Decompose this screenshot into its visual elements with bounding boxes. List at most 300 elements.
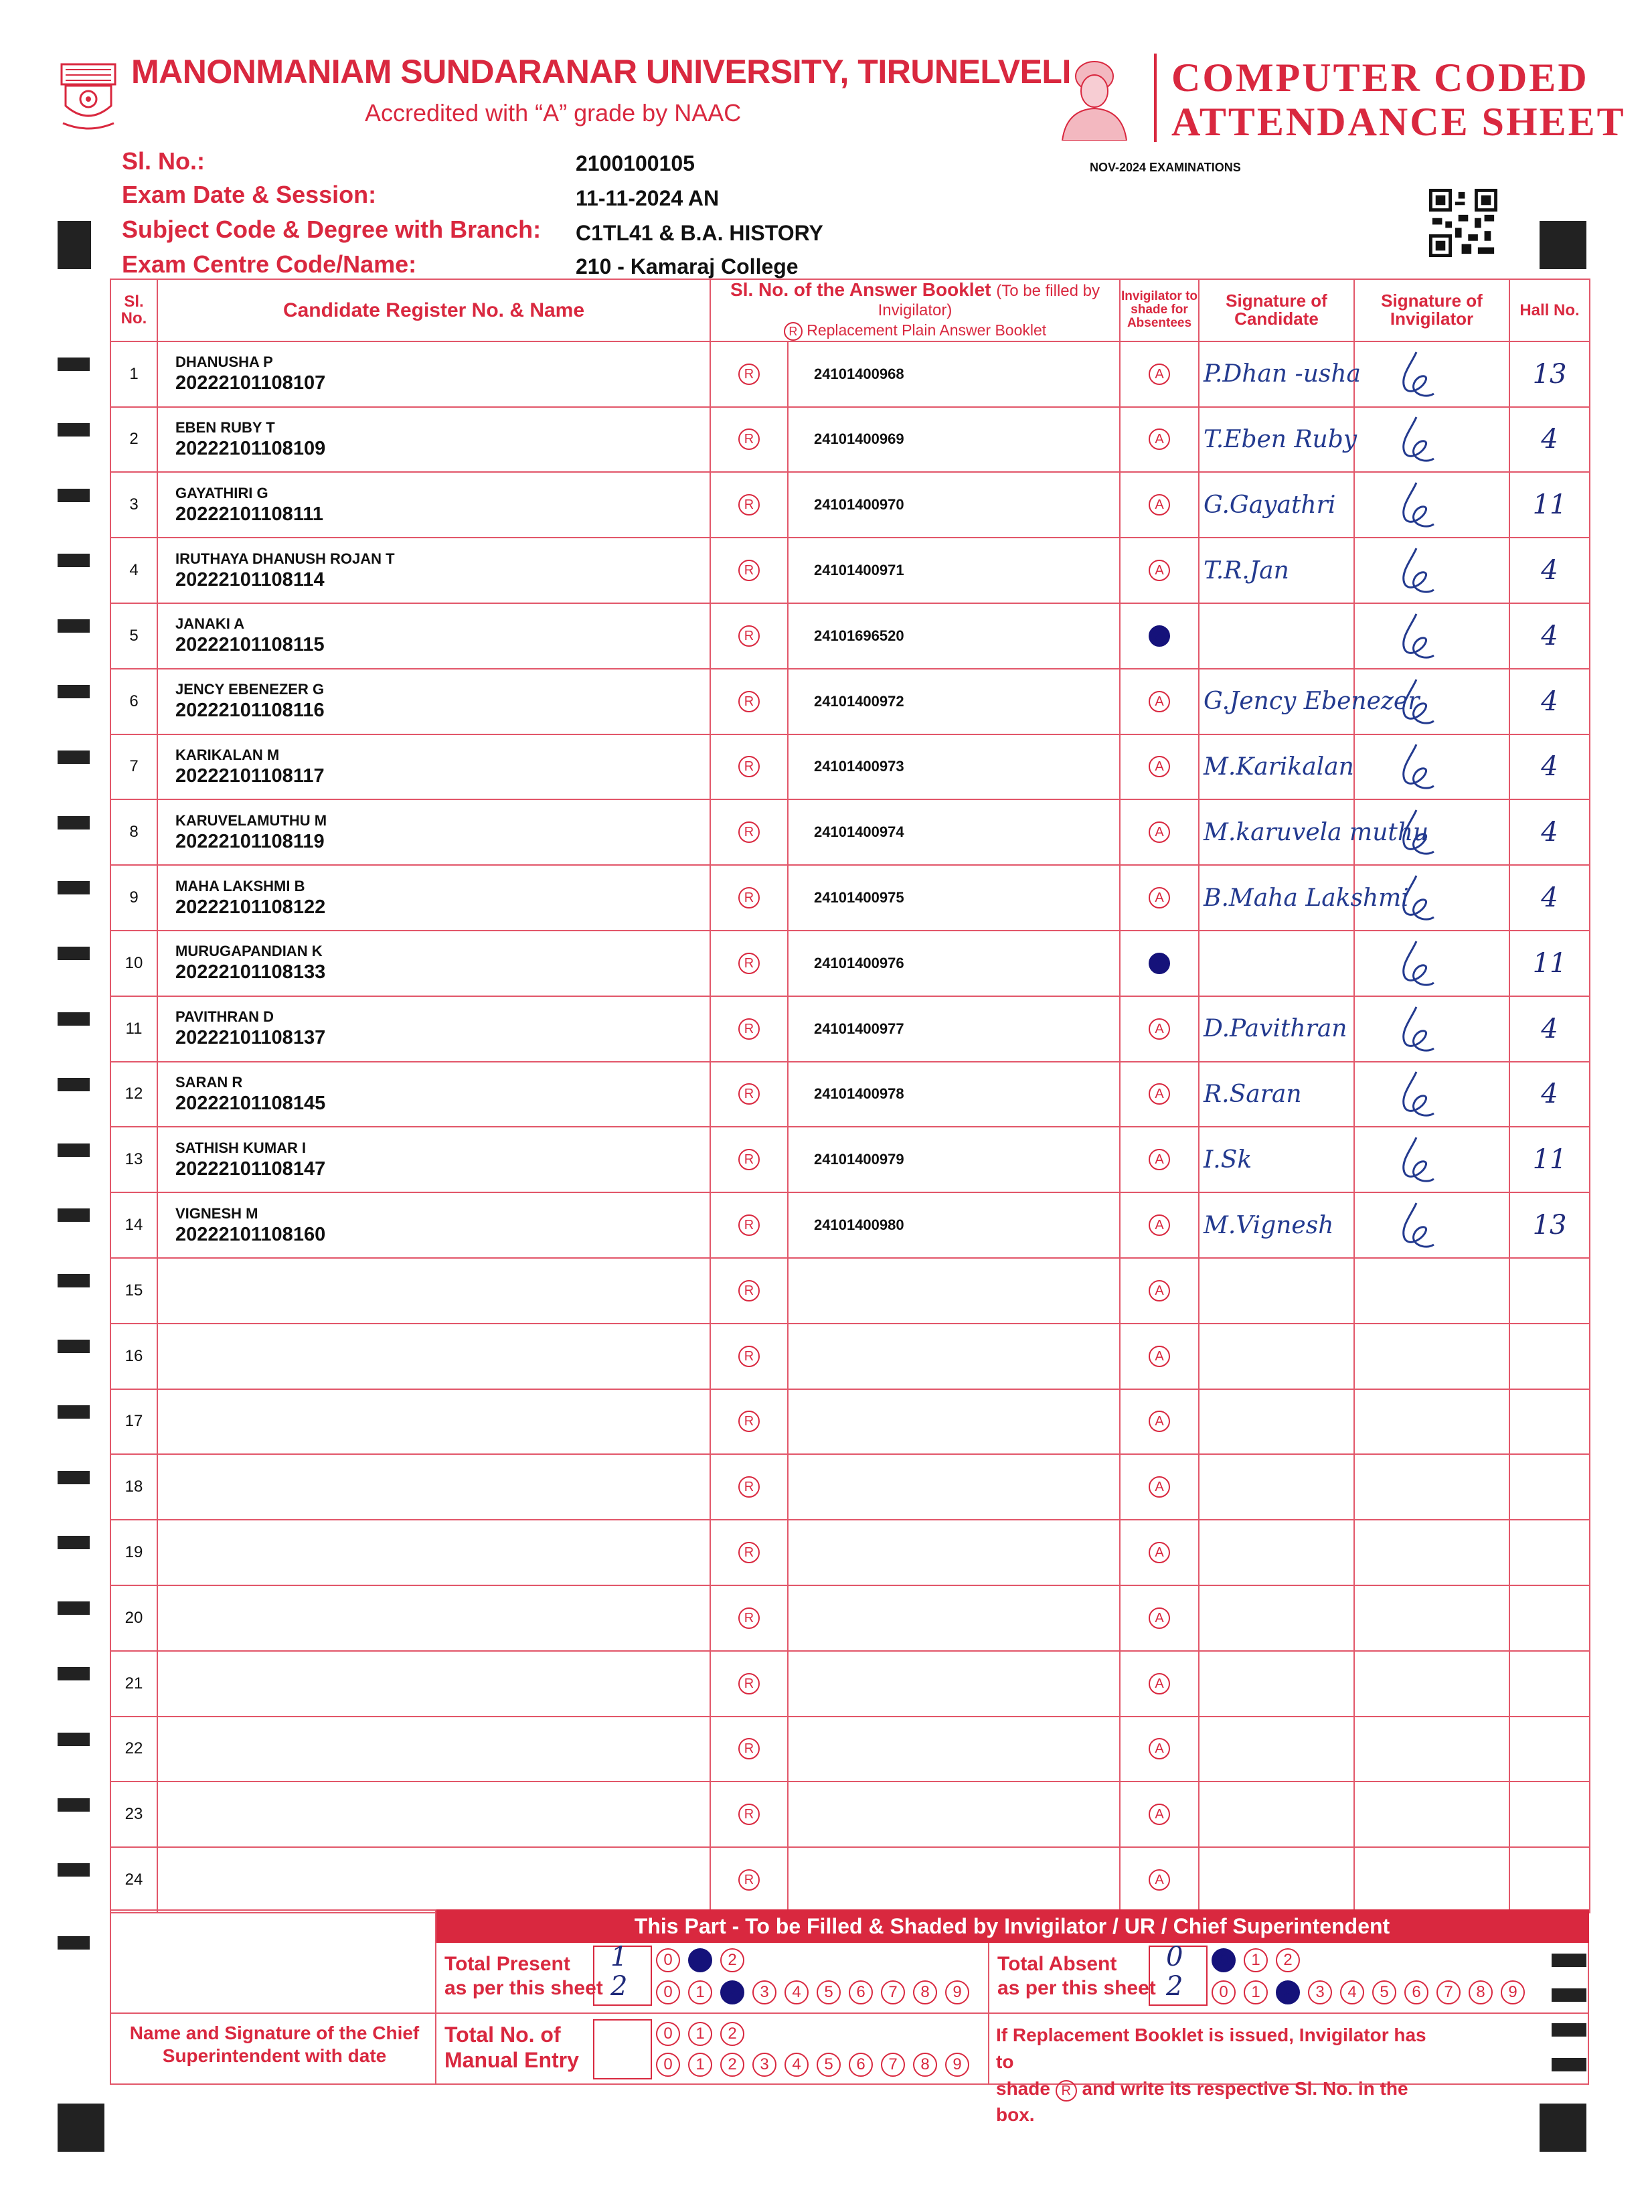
table-row xyxy=(110,669,1590,734)
candidate-signature-cell[interactable] xyxy=(1199,1389,1354,1455)
timing-mark xyxy=(58,750,90,764)
absent-bubble[interactable]: A xyxy=(1149,428,1170,450)
sheet-title-line1: COMPUTER CODED xyxy=(1171,56,1589,100)
booklet-no: 24101400979 xyxy=(788,1127,1120,1192)
replacement-cell xyxy=(710,1127,788,1192)
replacement-bubble[interactable]: R xyxy=(738,756,760,777)
absent-bubble[interactable]: A xyxy=(1149,1476,1170,1498)
table-row xyxy=(110,1324,1590,1389)
invigilator-signature-cell[interactable] xyxy=(1354,799,1509,865)
booklet-no xyxy=(788,1324,1120,1389)
table-row xyxy=(110,538,1590,603)
row-sl-no: 4 xyxy=(110,538,157,603)
timing-mark xyxy=(58,1078,90,1091)
table-row xyxy=(110,1258,1590,1324)
table-row xyxy=(110,1717,1590,1782)
booklet-no xyxy=(788,1389,1120,1455)
candidate-register-no: 20222101108115 xyxy=(175,634,325,656)
candidate-signature-cell[interactable] xyxy=(1199,603,1354,669)
header-invigilator-shade: Invigilator to shade for Absentees xyxy=(1120,279,1199,341)
candidate-signature-cell[interactable] xyxy=(1199,1585,1354,1651)
replacement-cell xyxy=(710,996,788,1062)
row-sl-no: 7 xyxy=(110,734,157,800)
invigilator-signature-cell[interactable] xyxy=(1354,734,1509,800)
candidate-cell xyxy=(157,865,710,931)
invigilator-signature-cell[interactable] xyxy=(1354,1847,1509,1913)
invigilator-signature-cell[interactable] xyxy=(1354,407,1509,473)
booklet-no: 24101400976 xyxy=(788,931,1120,996)
present-ones-bubble[interactable]: 2 xyxy=(720,1980,744,2004)
candidate-cell xyxy=(157,1192,710,1258)
candidate-signature-cell[interactable] xyxy=(1199,538,1354,603)
candidate-name: DHANUSHA P xyxy=(175,353,273,371)
absent-ones-bubble[interactable]: 2 xyxy=(1276,1980,1300,2004)
manual-ones-bubble[interactable]: 8 xyxy=(913,2053,937,2077)
replacement-bubble[interactable]: R xyxy=(738,1738,760,1759)
candidate-signature: R.Saran xyxy=(1204,1080,1302,1108)
absent-bubble[interactable]: A xyxy=(1149,1804,1170,1825)
hall-no xyxy=(1509,1389,1590,1455)
r-bubble-note-icon: R xyxy=(1056,2080,1077,2102)
booklet-no: 24101400971 xyxy=(788,538,1120,603)
present-tens-bubble[interactable]: 0 xyxy=(656,1948,680,1972)
timing-mark xyxy=(58,1340,90,1353)
candidate-signature: B.Maha Lakshmi xyxy=(1204,884,1409,912)
manual-ones-bubble[interactable]: 4 xyxy=(784,2053,809,2077)
absent-cell xyxy=(1120,341,1199,407)
replacement-bubble[interactable]: R xyxy=(738,1346,760,1367)
hall-no xyxy=(1509,1717,1590,1782)
present-ones-bubble[interactable]: 4 xyxy=(784,1980,809,2004)
candidate-name: MURUGAPANDIAN K xyxy=(175,943,323,960)
booklet-no xyxy=(788,1717,1120,1782)
absent-cell xyxy=(1120,1258,1199,1324)
replacement-bubble[interactable]: R xyxy=(738,1673,760,1694)
candidate-cell xyxy=(157,1258,710,1324)
row-sl-no: 22 xyxy=(110,1717,157,1782)
replacement-bubble[interactable]: R xyxy=(738,821,760,843)
absent-cell xyxy=(1120,1062,1199,1127)
absent-ones-bubble[interactable]: 5 xyxy=(1372,1980,1396,2004)
absent-cell xyxy=(1120,1782,1199,1847)
candidate-cell xyxy=(157,1062,710,1127)
absent-ones-bubble[interactable]: 4 xyxy=(1340,1980,1364,2004)
invigilator-signature-cell[interactable] xyxy=(1354,1324,1509,1389)
summary-banner: This Part - To be Filled & Shaded by Invigilator / UR / Chief Superintendent xyxy=(435,1909,1589,1943)
candidate-signature: T.Eben Ruby xyxy=(1204,425,1357,453)
replacement-bubble[interactable]: R xyxy=(738,428,760,450)
candidate-cell xyxy=(157,1389,710,1455)
candidate-signature-cell[interactable] xyxy=(1199,669,1420,734)
university-name: MANONMANIAM SUNDARANAR UNIVERSITY, TIRUNELVELI xyxy=(131,53,1071,90)
candidate-cell xyxy=(157,341,710,407)
absent-tens-bubble[interactable]: 2 xyxy=(1276,1948,1300,1972)
invigilator-signature-cell[interactable] xyxy=(1354,865,1509,931)
absent-bubble[interactable]: A xyxy=(1149,756,1170,777)
manual-entry-sub: Manual Entry xyxy=(444,2048,579,2072)
table-row xyxy=(110,799,1590,865)
sl-no-label: Sl. No.: xyxy=(122,147,205,175)
manual-ones-bubble[interactable]: 5 xyxy=(817,2053,841,2077)
replacement-cell xyxy=(710,931,788,996)
timing-mark xyxy=(58,489,90,502)
invigilator-signature-cell[interactable] xyxy=(1354,1454,1509,1520)
invigilator-signature-cell[interactable] xyxy=(1354,1585,1509,1651)
candidate-name: SATHISH KUMAR I xyxy=(175,1139,307,1156)
table-row xyxy=(110,865,1590,931)
invigilator-signature-cell[interactable] xyxy=(1354,1520,1509,1585)
booklet-no xyxy=(788,1520,1120,1585)
candidate-signature-cell[interactable] xyxy=(1199,1062,1354,1127)
candidate-cell xyxy=(157,1127,710,1192)
manual-ones-bubble[interactable]: 2 xyxy=(720,2053,744,2077)
manual-ones-bubble[interactable]: 9 xyxy=(945,2053,969,2077)
absent-bubble[interactable]: A xyxy=(1149,1738,1170,1759)
replacement-bubble[interactable]: R xyxy=(738,560,760,581)
absent-ones-bubble[interactable]: 0 xyxy=(1212,1980,1236,2004)
candidate-name: VIGNESH M xyxy=(175,1204,258,1222)
candidate-signature-cell[interactable] xyxy=(1199,996,1354,1062)
absent-bubble[interactable]: A xyxy=(1149,494,1170,516)
replacement-cell xyxy=(710,1389,788,1455)
title-divider xyxy=(1154,54,1157,142)
replacement-bubble[interactable]: R xyxy=(738,1083,760,1105)
header-sig-invigilator: Signature of Invigilator xyxy=(1354,279,1509,341)
row-sl-no: 6 xyxy=(110,669,157,734)
invigilator-signature-cell[interactable] xyxy=(1354,931,1509,996)
absent-bubble[interactable]: A xyxy=(1149,1673,1170,1694)
absent-ones-bubble[interactable]: 8 xyxy=(1469,1980,1493,2004)
timing-mark xyxy=(58,816,90,830)
candidate-signature: M.karuvela muthu xyxy=(1204,818,1429,846)
replacement-bubble[interactable]: R xyxy=(738,1280,760,1301)
replacement-cell xyxy=(710,1062,788,1127)
candidate-signature-cell[interactable] xyxy=(1199,407,1357,473)
invigilator-signature xyxy=(1396,1198,1436,1253)
absent-cell xyxy=(1120,1717,1199,1782)
replacement-bubble[interactable]: R xyxy=(738,1149,760,1170)
exam-date-value: 11-11-2024 AN xyxy=(576,186,720,210)
replacement-bubble[interactable]: R xyxy=(738,1214,760,1236)
absent-ones-bubble[interactable]: 6 xyxy=(1404,1980,1428,2004)
absent-tens-bubble[interactable]: 1 xyxy=(1244,1948,1268,1972)
candidate-signature-cell[interactable] xyxy=(1199,341,1361,407)
replacement-cell xyxy=(710,1651,788,1717)
absent-bubble[interactable]: A xyxy=(1149,887,1170,908)
candidate-register-no: 20222101108147 xyxy=(175,1158,326,1180)
hall-no: 4 xyxy=(1509,1062,1590,1127)
replacement-bubble[interactable]: R xyxy=(738,1542,760,1563)
absent-bubble[interactable]: A xyxy=(1149,1607,1170,1629)
header-sig-candidate: Signature of Candidate xyxy=(1199,279,1354,341)
hall-no: 13 xyxy=(1509,341,1590,407)
hall-no: 4 xyxy=(1509,996,1590,1062)
replacement-cell xyxy=(710,734,788,800)
candidate-signature-cell[interactable] xyxy=(1199,472,1354,538)
replacement-bubble[interactable]: R xyxy=(738,1607,760,1629)
manual-tens-bubble[interactable]: 0 xyxy=(656,2022,680,2046)
replacement-bubble[interactable]: R xyxy=(738,691,760,712)
exam-session-label: NOV-2024 EXAMINATIONS xyxy=(1090,161,1241,174)
manual-entry-box[interactable] xyxy=(593,2019,652,2079)
replacement-bubble[interactable]: R xyxy=(738,1018,760,1040)
candidate-signature-cell[interactable] xyxy=(1199,931,1354,996)
hall-no: 13 xyxy=(1509,1192,1590,1258)
candidate-signature: P.Dhan -usha xyxy=(1204,360,1361,388)
candidate-signature-cell[interactable] xyxy=(1199,799,1429,865)
absent-bubble[interactable]: A xyxy=(1149,1411,1170,1432)
booklet-no xyxy=(788,1651,1120,1717)
table-row xyxy=(110,1192,1590,1258)
candidate-cell xyxy=(157,472,710,538)
hall-no xyxy=(1509,1454,1590,1520)
invigilator-signature-cell[interactable] xyxy=(1354,472,1509,538)
absent-cell xyxy=(1120,1324,1199,1389)
booklet-no: 24101696520 xyxy=(788,603,1120,669)
absent-cell xyxy=(1120,1389,1199,1455)
candidate-signature-cell[interactable] xyxy=(1199,1782,1354,1847)
total-present-sub: as per this sheet xyxy=(444,1977,603,1999)
absent-cell xyxy=(1120,1192,1199,1258)
booklet-no: 24101400972 xyxy=(788,669,1120,734)
row-sl-no: 1 xyxy=(110,341,157,407)
candidate-cell xyxy=(157,538,710,603)
manual-tens-bubble[interactable]: 1 xyxy=(688,2022,712,2046)
invigilator-signature xyxy=(1396,412,1436,467)
timing-mark xyxy=(58,1863,90,1877)
manual-ones-bubble[interactable]: 1 xyxy=(688,2053,712,2077)
replacement-note xyxy=(996,2022,1431,2128)
candidate-signature-cell[interactable] xyxy=(1199,734,1354,800)
absent-bubble[interactable]: A xyxy=(1149,1346,1170,1367)
hall-no: 4 xyxy=(1509,603,1590,669)
candidate-name: KARIKALAN M xyxy=(175,746,280,763)
present-ones-bubble[interactable]: 8 xyxy=(913,1980,937,2004)
divider xyxy=(988,1943,989,2085)
hall-no: 11 xyxy=(1509,472,1590,538)
hall-no xyxy=(1509,1651,1590,1717)
absent-bubble[interactable]: A xyxy=(1149,1869,1170,1891)
replacement-bubble[interactable]: R xyxy=(738,1411,760,1432)
candidate-signature-cell[interactable] xyxy=(1199,1127,1354,1192)
absent-bubble[interactable]: A xyxy=(1149,1214,1170,1236)
timing-mark xyxy=(58,1208,90,1222)
row-sl-no: 12 xyxy=(110,1062,157,1127)
candidate-signature-cell[interactable] xyxy=(1199,865,1409,931)
hall-no: 4 xyxy=(1509,669,1590,734)
invigilator-signature-cell[interactable] xyxy=(1354,1062,1509,1127)
invigilator-signature-cell[interactable] xyxy=(1354,1651,1509,1717)
total-present-label: Total Present xyxy=(444,1953,570,1975)
candidate-name: IRUTHAYA DHANUSH ROJAN T xyxy=(175,550,395,567)
replacement-cell xyxy=(710,799,788,865)
replacement-bubble[interactable]: R xyxy=(738,625,760,647)
hall-no: 4 xyxy=(1509,734,1590,800)
row-sl-no: 18 xyxy=(110,1454,157,1520)
exam-date-label: Exam Date & Session: xyxy=(122,181,377,208)
chief-superintendent-label: Name and Signature of the Chief Superintendent with date xyxy=(129,2023,420,2066)
manual-ones-bubble[interactable]: 6 xyxy=(849,2053,873,2077)
invigilator-signature xyxy=(1396,1066,1436,1121)
replacement-bubble[interactable]: R xyxy=(738,953,760,974)
replacement-note-shade: shade xyxy=(996,2077,1050,2099)
candidate-register-no: 20222101108160 xyxy=(175,1223,326,1245)
replacement-cell xyxy=(710,1324,788,1389)
hall-no: 4 xyxy=(1509,799,1590,865)
header-booklet-note: (To be filled by Invigilator) xyxy=(878,282,1100,320)
hall-no: 4 xyxy=(1509,538,1590,603)
invigilator-signature-cell[interactable] xyxy=(1354,1389,1509,1455)
invigilator-signature xyxy=(1396,1002,1436,1056)
invigilator-signature-cell[interactable] xyxy=(1354,1717,1509,1782)
candidate-cell xyxy=(157,1324,710,1389)
candidate-cell xyxy=(157,1782,710,1847)
absent-bubble[interactable]: A xyxy=(1149,364,1170,385)
manual-ones-bubble[interactable]: 7 xyxy=(881,2053,905,2077)
replacement-cell xyxy=(710,538,788,603)
replacement-cell xyxy=(710,1782,788,1847)
timing-mark xyxy=(58,619,90,633)
table-header-row xyxy=(110,279,1590,341)
row-sl-no: 2 xyxy=(110,407,157,473)
replacement-bubble[interactable]: R xyxy=(738,1476,760,1498)
table-row xyxy=(110,1585,1590,1651)
table-row xyxy=(110,1847,1590,1913)
present-ones-bubble[interactable]: 5 xyxy=(817,1980,841,2004)
row-sl-no: 13 xyxy=(110,1127,157,1192)
replacement-bubble[interactable]: R xyxy=(738,887,760,908)
candidate-signature: M.Vignesh xyxy=(1204,1211,1334,1239)
absent-bubble[interactable]: A xyxy=(1149,1083,1170,1105)
attendance-table xyxy=(110,279,1590,1913)
timing-mark xyxy=(58,1667,90,1680)
accreditation-text: Accredited with “A” grade by NAAC xyxy=(365,99,742,127)
total-absent-sub: as per this sheet xyxy=(997,1977,1156,1999)
replacement-note-line1: If Replacement Booklet is issued, Invigilator has to xyxy=(996,2025,1426,2072)
timing-mark xyxy=(58,685,90,698)
absent-ones-bubble[interactable]: 1 xyxy=(1244,1980,1268,2004)
absent-bubble[interactable]: A xyxy=(1149,625,1170,647)
candidate-register-no: 20222101108114 xyxy=(175,568,325,590)
manual-tens-bubble[interactable]: 2 xyxy=(720,2022,744,2046)
row-sl-no: 10 xyxy=(110,931,157,996)
present-ones-bubble[interactable]: 9 xyxy=(945,1980,969,2004)
candidate-cell xyxy=(157,1651,710,1717)
replacement-bubble[interactable]: R xyxy=(738,364,760,385)
candidate-signature-cell[interactable] xyxy=(1199,1651,1354,1717)
total-present-ones-hand: 2 xyxy=(610,1971,628,2002)
booklet-no: 24101400980 xyxy=(788,1192,1120,1258)
absent-cell xyxy=(1120,799,1199,865)
invigilator-signature-cell[interactable] xyxy=(1354,538,1509,603)
manual-entry-ones-bubbles xyxy=(656,2053,969,2077)
timing-mark xyxy=(58,1405,90,1419)
invigilator-signature-cell[interactable] xyxy=(1354,1782,1509,1847)
candidate-signature-cell[interactable] xyxy=(1199,1717,1354,1782)
invigilator-signature-cell[interactable] xyxy=(1354,1192,1509,1258)
invigilator-signature-cell[interactable] xyxy=(1354,996,1509,1062)
absent-cell xyxy=(1120,472,1199,538)
hall-no: 11 xyxy=(1509,1127,1590,1192)
present-ones-bubble[interactable]: 3 xyxy=(752,1980,776,2004)
candidate-signature-cell[interactable] xyxy=(1199,1324,1354,1389)
candidate-signature-cell[interactable] xyxy=(1199,1258,1354,1324)
candidate-signature-cell[interactable] xyxy=(1199,1454,1354,1520)
table-row xyxy=(110,1520,1590,1585)
row-sl-no: 17 xyxy=(110,1389,157,1455)
invigilator-signature-cell[interactable] xyxy=(1354,1258,1509,1324)
manual-ones-bubble[interactable]: 3 xyxy=(752,2053,776,2077)
absent-tens-bubble[interactable]: 0 xyxy=(1212,1948,1236,1972)
absent-bubble[interactable]: A xyxy=(1149,821,1170,843)
booklet-no: 24101400977 xyxy=(788,996,1120,1062)
divider xyxy=(435,1909,436,2085)
booklet-no xyxy=(788,1454,1120,1520)
candidate-cell xyxy=(157,1454,710,1520)
absent-bubble[interactable]: A xyxy=(1149,560,1170,581)
replacement-bubble[interactable]: R xyxy=(738,1804,760,1825)
replacement-bubble[interactable]: R xyxy=(738,494,760,516)
absent-bubble[interactable]: A xyxy=(1149,1542,1170,1563)
timing-mark xyxy=(58,1471,90,1484)
candidate-signature-cell[interactable] xyxy=(1199,1520,1354,1585)
replacement-cell xyxy=(710,1717,788,1782)
table-row xyxy=(110,931,1590,996)
absent-bubble[interactable]: A xyxy=(1149,691,1170,712)
present-ones-bubble[interactable]: 1 xyxy=(688,1980,712,2004)
absent-cell xyxy=(1120,603,1199,669)
present-tens-bubble[interactable]: 1 xyxy=(688,1948,712,1972)
present-ones-bubble[interactable]: 0 xyxy=(656,1980,680,2004)
absent-bubble[interactable]: A xyxy=(1149,1018,1170,1040)
absent-ones-bubble[interactable]: 7 xyxy=(1436,1980,1461,2004)
absent-cell xyxy=(1120,996,1199,1062)
present-ones-bubble[interactable]: 6 xyxy=(849,1980,873,2004)
booklet-no xyxy=(788,1847,1120,1913)
row-sl-no: 19 xyxy=(110,1520,157,1585)
replacement-cell xyxy=(710,669,788,734)
manual-ones-bubble[interactable]: 0 xyxy=(656,2053,680,2077)
hall-no: 4 xyxy=(1509,407,1590,473)
invigilator-signature-cell[interactable] xyxy=(1354,603,1509,669)
candidate-register-no: 20222101108107 xyxy=(175,372,326,394)
invigilator-signature-cell[interactable] xyxy=(1354,1127,1509,1192)
candidate-signature-cell[interactable] xyxy=(1199,1192,1354,1258)
candidate-signature: M.Karikalan xyxy=(1204,753,1354,781)
absent-bubble[interactable]: A xyxy=(1149,1149,1170,1170)
candidate-register-no: 20222101108117 xyxy=(175,765,325,787)
absent-ones-bubble[interactable]: 9 xyxy=(1501,1980,1525,2004)
present-tens-bubble[interactable]: 2 xyxy=(720,1948,744,1972)
absent-cell xyxy=(1120,1127,1199,1192)
candidate-register-no: 20222101108122 xyxy=(175,896,326,918)
candidate-signature-cell[interactable] xyxy=(1199,1847,1354,1913)
absent-ones-bubble[interactable]: 3 xyxy=(1308,1980,1332,2004)
corner-mark xyxy=(58,221,91,269)
replacement-note-rest: and write its respective Sl. No. in the box. xyxy=(996,2077,1408,2126)
header-candidate: Candidate Register No. & Name xyxy=(157,279,710,341)
invigilator-signature-cell[interactable] xyxy=(1354,341,1509,407)
candidate-register-no: 20222101108111 xyxy=(175,503,323,525)
absent-bubble[interactable]: A xyxy=(1149,953,1170,974)
invigilator-signature-cell[interactable] xyxy=(1354,669,1509,734)
absent-bubble[interactable]: A xyxy=(1149,1280,1170,1301)
replacement-bubble[interactable]: R xyxy=(738,1869,760,1891)
candidate-name: JENCY EBENEZER G xyxy=(175,681,325,698)
present-ones-bubble[interactable]: 7 xyxy=(881,1980,905,2004)
row-sl-no: 15 xyxy=(110,1258,157,1324)
absent-cell xyxy=(1120,1651,1199,1717)
